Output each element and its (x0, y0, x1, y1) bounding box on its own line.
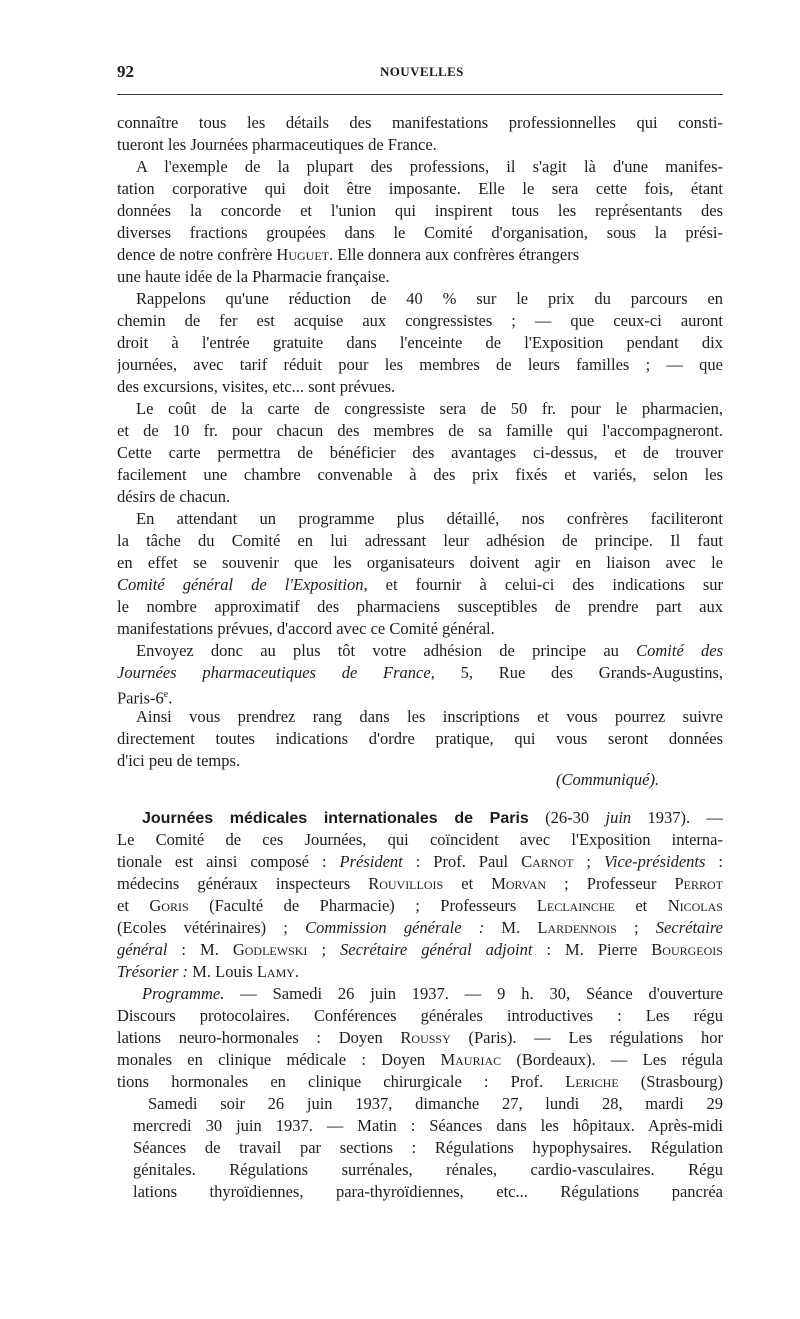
person-name: Huguet (276, 245, 329, 264)
text-line (136, 640, 723, 662)
text-line (117, 1027, 723, 1049)
text-span: (26-30 (528, 808, 606, 827)
text-span: tionale est ainsi composé : (117, 852, 340, 871)
text-line: tueront les Journées pharmaceutiques de France. (117, 135, 437, 154)
text-line (117, 574, 723, 596)
text-line: connaître tous les détails des manifestations professionnelles qui consti- (117, 113, 723, 132)
text-span: : (705, 852, 723, 871)
page-number: 92 (117, 62, 134, 81)
text-line: manifestations prévues, d'accord avec ce Comité général. (117, 619, 495, 638)
text-line: données la concorde et l'union qui inspirent tous les représentants des (117, 201, 723, 220)
text-line (117, 917, 723, 939)
text-span: (Ecoles vétérinaires) ; (117, 918, 306, 937)
text-span: monales en clinique médicale : Doyen (117, 1050, 441, 1069)
text-span: tions hormonales en clinique chirurgicale : Prof. (117, 1072, 566, 1091)
superscript: e (163, 689, 169, 700)
text-line: A l'exemple de la plupart des professions, il s'agit là d'une manifes- (136, 157, 723, 176)
text-span: et (443, 874, 492, 893)
text-line: Discours protocolaires. Conférences générales introductives : Les régu (117, 1006, 723, 1025)
text-line: journées, avec tarif réduit pour les membres de leurs familles ; — que (117, 355, 723, 374)
italic-span: Journées pharmaceutiques de France (117, 663, 431, 682)
italic-span: Trésorier : (117, 962, 189, 981)
text-span: : M. (167, 940, 233, 959)
italic-span: juin (605, 808, 632, 827)
text-span: médecins généraux inspecteurs (117, 874, 369, 893)
text-line: désirs de chacun. (117, 487, 231, 506)
text-line: d'ici peu de temps. (117, 751, 241, 770)
text-span: dence de notre confrère (117, 245, 277, 264)
text-span: ; Professeur (546, 874, 675, 893)
text-span: . (294, 962, 300, 981)
text-line: Cette carte permettra de bénéficier des avantages ci-dessus, et de trouver (117, 443, 723, 462)
italic-span: Secrétaire (655, 918, 723, 937)
text-line: diverses fractions groupées dans le Comité d'organisation, sous la prési- (117, 223, 723, 242)
text-span: . Elle donnera aux confrères étrangers (328, 245, 580, 264)
italic-span: général (117, 940, 168, 959)
person-name: Godlewski (232, 940, 308, 959)
text-line (117, 939, 723, 961)
person-name: Perrot (674, 874, 723, 893)
text-line: la tâche du Comité en lui adressant leur adhésion de principe. Il faut (117, 531, 723, 550)
person-name: Leclainche (536, 896, 615, 915)
person-name: Lardennois (537, 918, 617, 937)
signature-communique: (Communiqué). (556, 770, 660, 789)
text-span: M. (484, 918, 538, 937)
running-title: NOUVELLES (380, 64, 464, 79)
text-span: — Samedi 26 juin 1937. — 9 h. 30, Séance d'ouverture (224, 984, 723, 1003)
text-line: En attendant un programme plus détaillé, nos confrères faciliteront (136, 509, 723, 528)
text-span: (Faculté de Pharmacie) ; Professeurs (188, 896, 537, 915)
text-line: Rappelons qu'une réduction de 40 % sur le prix du parcours en (136, 289, 723, 308)
italic-span: Vice-présidents (604, 852, 706, 871)
italic-span: Comité des (636, 641, 723, 660)
text-span: : M. Pierre (532, 940, 652, 959)
person-name: Goris (149, 896, 189, 915)
text-line: mercredi 30 juin 1937. — Matin : Séances dans les hôpitaux. Après-midi (133, 1116, 723, 1135)
text-line: le nombre approximatif des pharmaciens susceptibles de prendre part aux (117, 597, 723, 616)
text-line (117, 684, 172, 706)
text-line: et de 10 fr. pour chacun des membres de sa famille qui l'accompagneront. (117, 421, 723, 440)
text-line (117, 851, 723, 873)
text-line: lations thyroïdiennes, para-thyroïdiennes, etc... Régulations pancréa (133, 1182, 723, 1201)
person-name: Leriche (565, 1072, 619, 1091)
text-line: chemin de fer est acquise aux congressistes ; — que ceux-ci auront (117, 311, 723, 330)
text-span: Paris-6 (117, 688, 164, 708)
text-span: 1937). — (631, 808, 723, 827)
italic-span: Commission générale : (305, 918, 485, 937)
header-rule (117, 94, 723, 95)
text-line: des excursions, visites, etc... sont prévues. (117, 377, 396, 396)
italic-span: Secrétaire général adjoint (340, 940, 533, 959)
section-title: Journées médicales internationales de Paris (142, 810, 529, 827)
text-line (117, 1049, 723, 1071)
text-line: Le coût de la carte de congressiste sera de 50 fr. pour le pharmacien, (136, 399, 723, 418)
person-name: Lamy (256, 962, 295, 981)
text-line (117, 895, 723, 917)
person-name: Carnot (521, 852, 574, 871)
text-line: une haute idée de la Pharmacie française. (117, 267, 390, 286)
italic-span: Programme. (142, 984, 225, 1003)
text-line (117, 244, 579, 266)
text-line (117, 961, 299, 983)
person-name: Bourgeois (651, 940, 723, 959)
text-span: (Paris). — Les régulations hor (450, 1028, 723, 1047)
person-name: Morvan (491, 874, 547, 893)
section-heading (142, 807, 723, 829)
text-line: directement toutes indications d'ordre pratique, qui vous seront données (117, 729, 723, 748)
person-name: Mauriac (440, 1050, 502, 1069)
text-line (117, 1071, 723, 1093)
text-line: tation corporative qui doit être imposante. Elle le sera cette fois, étant (117, 179, 723, 198)
text-line: facilement une chambre convenable à des prix fixés et variés, selon les (117, 465, 723, 484)
text-line: Ainsi vous prendrez rang dans les inscriptions et vous pourrez suivre (136, 707, 723, 726)
text-span: . (168, 688, 173, 708)
text-line: Samedi soir 26 juin 1937, dimanche 27, lundi 28, mardi 29 (148, 1094, 723, 1113)
text-span: Envoyez donc au plus tôt votre adhésion de principe au (136, 641, 637, 660)
text-line: Le Comité de ces Journées, qui coïncident avec l'Exposition interna- (117, 830, 723, 849)
text-span: ; (573, 852, 604, 871)
italic-span: Président (339, 852, 403, 871)
text-span: M. Louis (188, 962, 257, 981)
person-name: Rouvillois (368, 874, 444, 893)
text-span: et (117, 896, 150, 915)
text-span: (Bordeaux). — Les régula (501, 1050, 723, 1069)
text-span: (Strasbourg) (618, 1072, 723, 1091)
text-line: droit à l'entrée gratuite dans l'enceinte de l'Exposition pendant dix (117, 333, 723, 352)
person-name: Roussy (400, 1028, 451, 1047)
text-line: Séances de travail par sections : Régulations hypophysaires. Régulation (133, 1138, 723, 1157)
text-span: : Prof. Paul (402, 852, 522, 871)
text-line (117, 662, 723, 684)
text-span: lations neuro-hormonales : Doyen (117, 1028, 401, 1047)
text-line: génitales. Régulations surrénales, rénales, cardio-vasculaires. Régu (133, 1160, 723, 1179)
text-line (117, 873, 723, 895)
person-name: Nicolas (667, 896, 723, 915)
text-span: et (614, 896, 668, 915)
text-line (142, 983, 723, 1005)
italic-span: Comité général de l'Exposition (117, 575, 364, 594)
text-line: en effet se souvenir que les organisateurs doivent agir en liaison avec le (117, 553, 723, 572)
text-span: ; (616, 918, 656, 937)
text-span: , et fournir à celui-ci des indications sur (363, 575, 723, 594)
text-span: , 5, Rue des Grands-Augustins, (430, 663, 723, 682)
text-span: ; (307, 940, 341, 959)
